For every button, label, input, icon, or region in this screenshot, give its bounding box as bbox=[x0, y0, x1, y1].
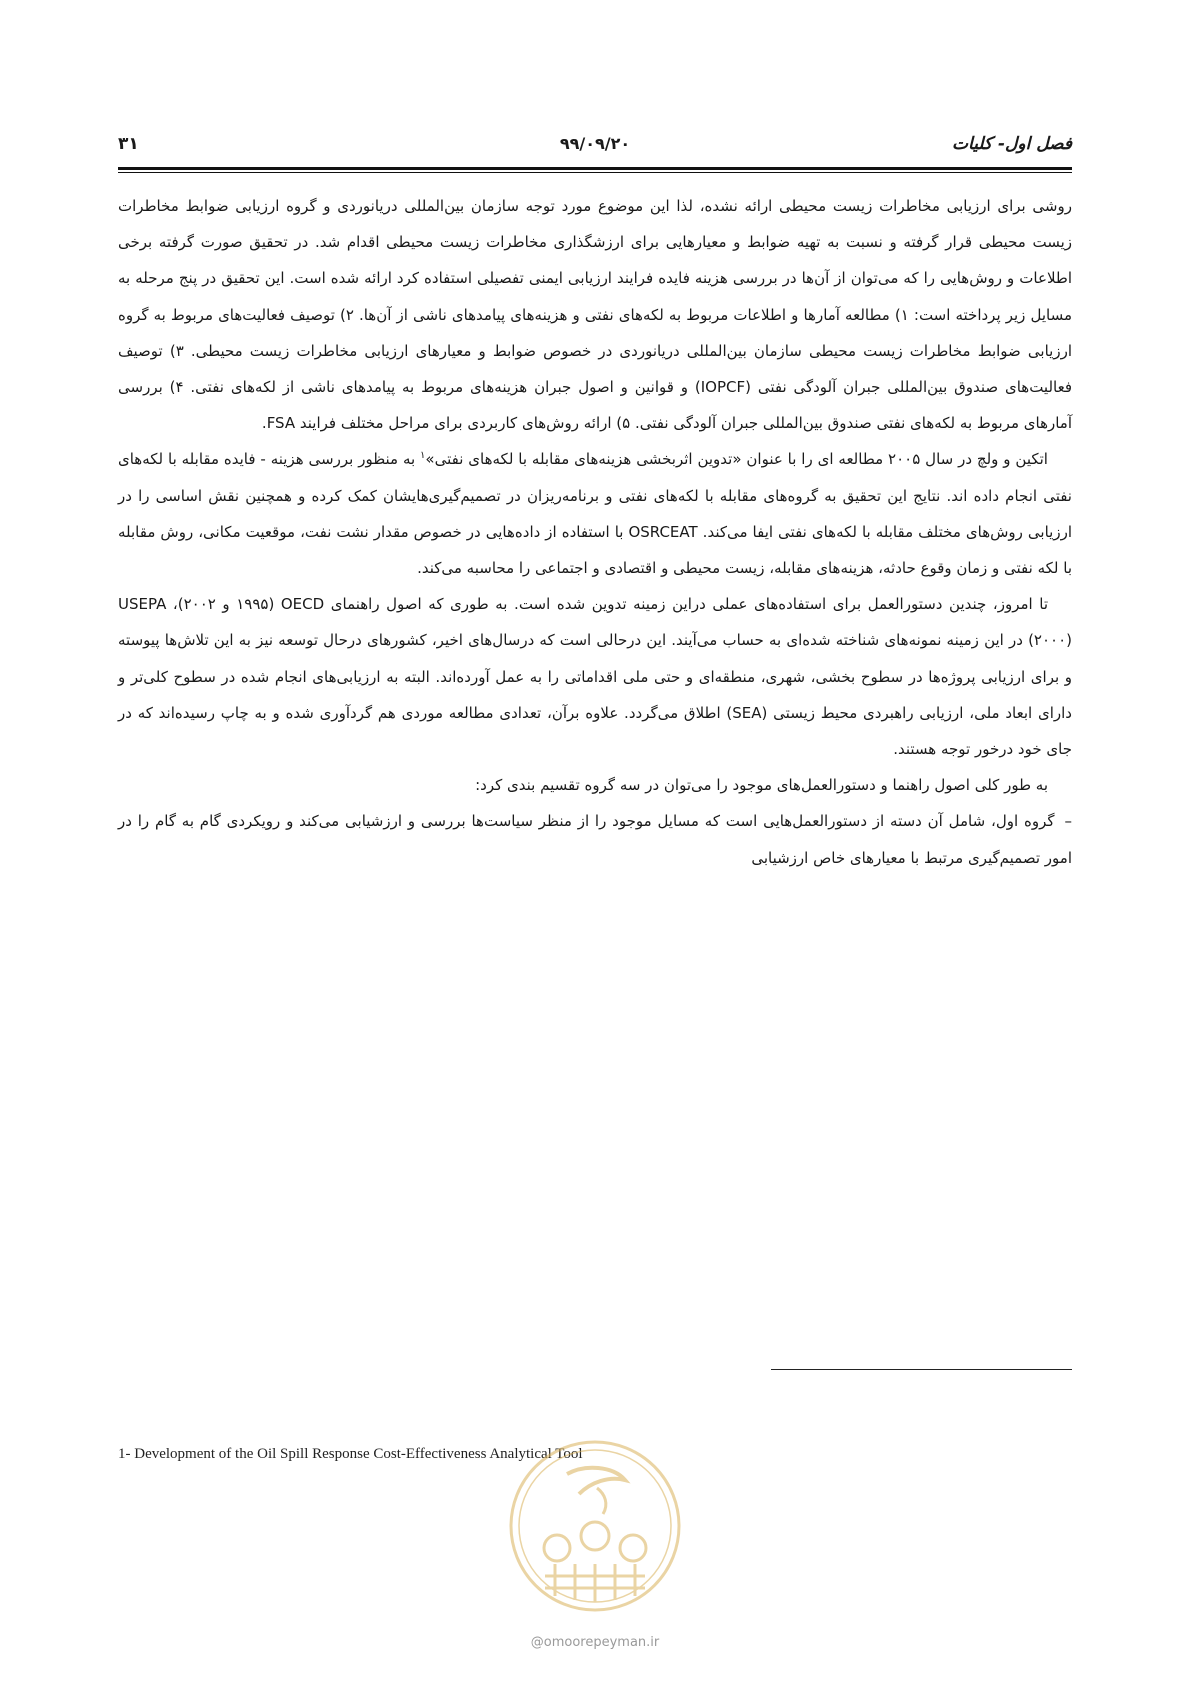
list-item-text: گروه اول، شامل آن دسته از دستورالعمل‌هایی است که مسایل موجود را از منظر سیاست‌ها بررسی و ارزشیابی می‌کند و رویکردی گام به گام را در امور تصمیم‌گیری مرتبط با معیارهای خاص ارزشیابی bbox=[118, 812, 1072, 867]
header-date: ۹۹/۰۹/۲۰ bbox=[559, 134, 631, 153]
list-item bbox=[118, 803, 1072, 875]
chapter-title: فصل اول- کلیات bbox=[952, 134, 1072, 154]
page-header bbox=[118, 128, 1072, 164]
paragraph-3: تا امروز، چندین دستورالعمل برای استفاده‌های عملی دراین زمینه تدوین شده است. به طوری که اصول راهنمای OECD (۱۹۹۵ و ۲۰۰۲)، USEPA (۲۰۰۰) در این زمینه نمونه‌های شناخته شده‌ای به حساب می‌آیند. این درحالی است که درسال‌های اخیر، کشورهای درحال توسعه نیز به این تلاش‌ها پیوسته و برای ارزیابی پروژه‌ها در سطوح بخشی، شهری، منطقه‌ای و حتی ملی اقداماتی را به عمل آورده‌اند. البته به ارزیابی‌های انجام شده در سطوح کلی‌تر و دارای ابعاد ملی، ارزیابی راهبردی محیط زیستی (SEA) اطلاق می‌گردد. علاوه برآن، تعدادی مطالعه موردی هم گردآوری شده و به چاپ رسیده‌اند که در جای خود درخور توجه هستند. bbox=[118, 595, 1072, 759]
footnote-ref: ۱ bbox=[420, 450, 426, 462]
paragraph-2-tail: به منظور bbox=[358, 450, 421, 469]
header-rule-thin bbox=[118, 172, 1072, 173]
paragraph-2 bbox=[118, 441, 1072, 586]
paragraph-2-rest: بررسی هزینه - فایده مقابله با لکه‌های نفتی انجام داده اند. نتایج این تحقیق به گروه‌های مقابله با لکه‌های نفتی و برنامه‌ریزان در تصمیم‌گیری‌هایشان کمک کرده و همچنین نقش اساسی را در ارزیابی روش‌های مختلف مقابله با لکه‌های نفتی ایفا می‌کند. OSRCEAT با استفاده از داده‌هایی در خصوص مقدار نشت نفت، موقعیت مکانی، روش مقابله با لکه نفتی و زمان وقوع حادثه، هزینه‌های مقابله، زیست محیطی و اقتصادی و اجتماعی را محاسبه می‌کند. bbox=[118, 450, 1072, 578]
watermark-site: @omoorepeyman.ir bbox=[530, 1635, 660, 1650]
page-number: ۳۱ bbox=[118, 134, 139, 154]
body-text bbox=[118, 188, 1072, 876]
footnote-separator bbox=[771, 1369, 1072, 1370]
footnote: 1- Development of the Oil Spill Response Cost-Effectiveness Analytical Tool bbox=[118, 1446, 583, 1462]
paragraph-4: به طور کلی اصول راهنما و دستورالعمل‌های موجود را می‌توان در سه گروه تقسیم بندی کرد: bbox=[475, 776, 1048, 795]
watermark-logo-icon bbox=[505, 1436, 685, 1616]
header-rule-thick bbox=[118, 167, 1072, 170]
paragraph-1: روشی برای ارزیابی مخاطرات زیست محیطی ارائه نشده، لذا این موضوع مورد توجه سازمان بین‌المللی دریانوردی و گروه ارزیابی ضوابط مخاطرات زیست محیطی قرار گرفته و نسبت به تهیه ضوابط و معیارهایی برای ارزشگذاری مخاطرات زیست محیطی اقدام شد. در تحقیق صورت گرفته برخی اطلاعات و روش‌هایی را که می‌توان از آن‌ها در بررسی هزینه فایده فرایند ارزیابی ایمنی تفصیلی استفاده کرد ارائه شده است. این تحقیق در پنج مرحله به مسایل زیر پرداخته است: ۱) مطالعه آمارها و اطلاعات مربوط به لکه‌های نفتی و هزینه‌های پیامدهای ناشی از آن‌ها. ۲) توصیف فعالیت‌های مربوط به گروه ارزیابی ضوابط مخاطرات زیست محیطی سازمان بین‌المللی دریانوردی در خصوص ضوابط و معیارهای ارزیابی مخاطرات زیست محیطی. ۳) توصیف فعالیت‌های صندوق بین‌المللی جبران آلودگی نفتی (IOPCF) و قوانین و اصول جبران هزینه‌های مربوط به پیامدهای ناشی از لکه‌های نفتی. ۴) بررسی آمارهای مربوط به لکه‌های نفتی صندوق بین‌المللی جبران آلودگی نفتی. ۵) ارائه روش‌های کاربردی برای مراحل مختلف فرایند FSA. bbox=[118, 197, 1073, 433]
paragraph-2-lead: اتکین و ولچ در سال ۲۰۰۵ مطالعه ای را با عنوان «تدوین اثربخشی هزینه‌های مقابله با لکه‌های نفتی» bbox=[425, 450, 1048, 469]
list-dash: – bbox=[1064, 812, 1072, 831]
